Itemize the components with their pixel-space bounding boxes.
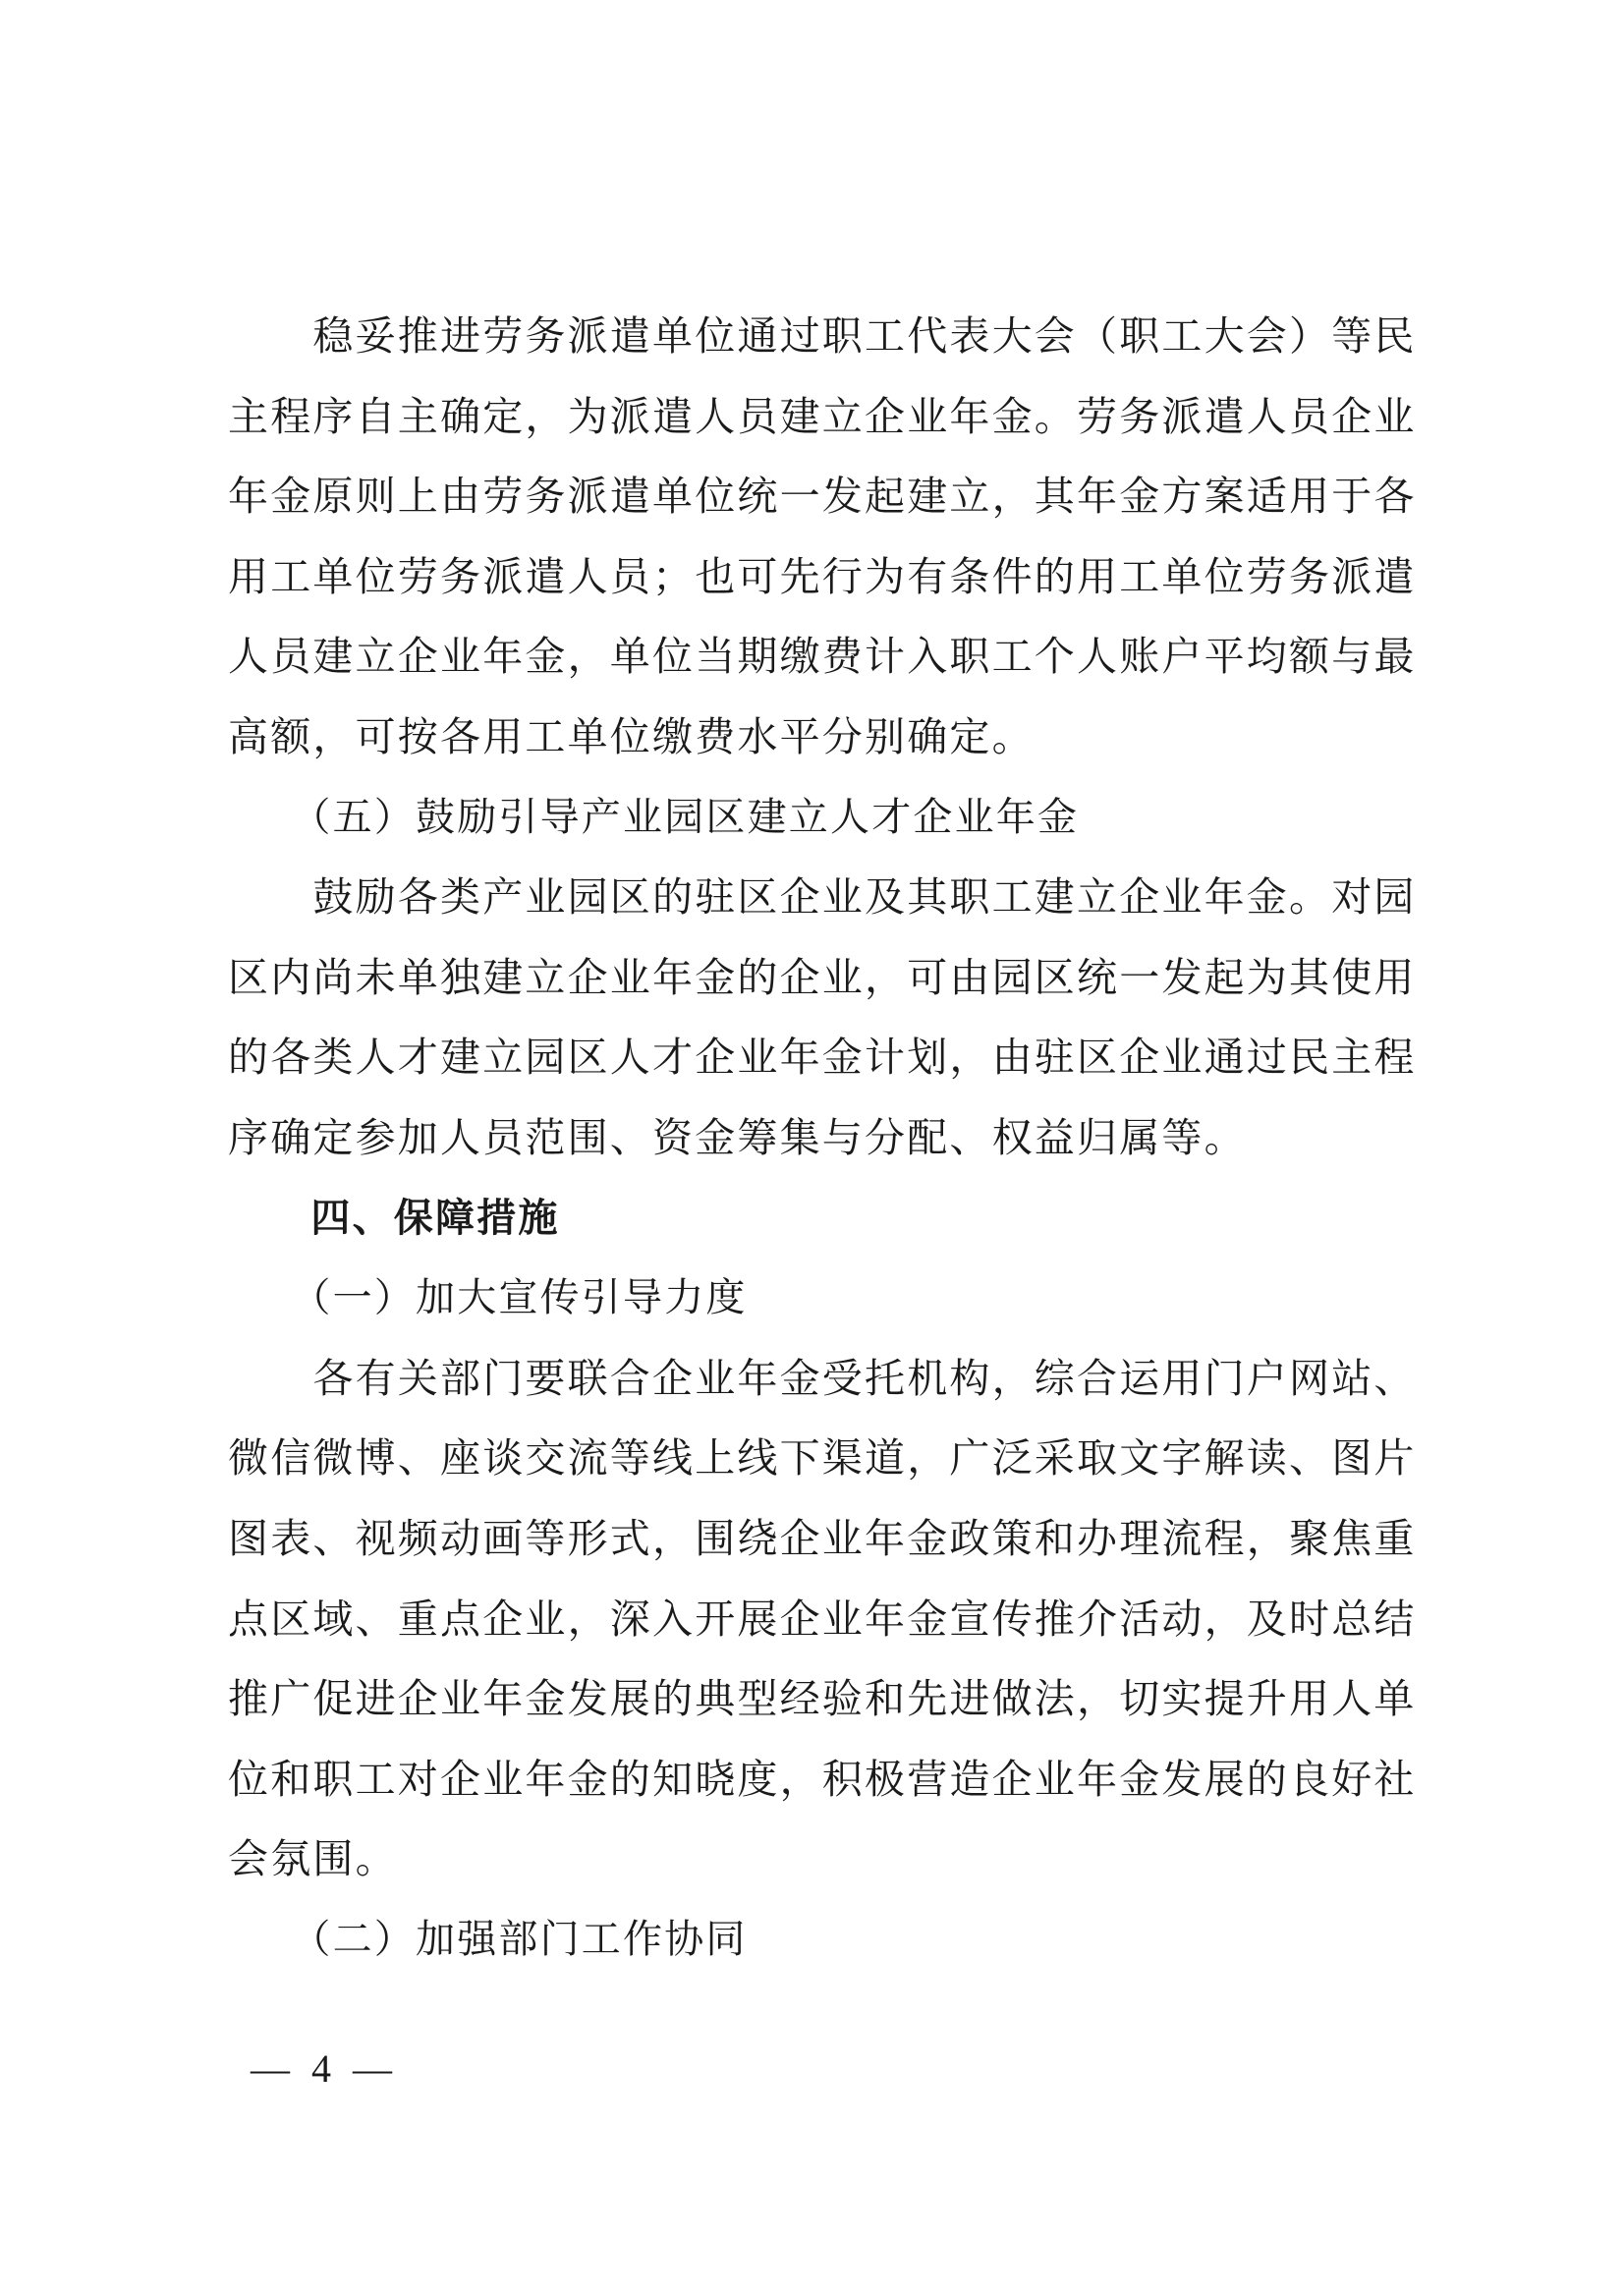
- paragraph-line: 人员建立企业年金，单位当期缴费计入职工个人账户平均额与最: [228, 633, 1417, 681]
- section-heading: 四、保障措施: [228, 1195, 560, 1241]
- paragraph-line: 各有关部门要联合企业年金受托机构，综合运用门户网站、: [228, 1354, 1417, 1402]
- paragraph-line: 微信微博、座谈交流等线上线下渠道，广泛采取文字解读、图片: [228, 1434, 1417, 1483]
- paragraph-line: 位和职工对企业年金的知晓度，积极营造企业年金发展的良好社: [228, 1755, 1417, 1803]
- paragraph-line: 主程序自主确定，为派遣人员建立企业年金。劳务派遣人员企业: [228, 392, 1417, 440]
- subsection-heading: （一）加大宣传引导力度: [228, 1275, 748, 1321]
- paragraph-line: 图表、视频动画等形式，围绕企业年金政策和办理流程，聚焦重: [228, 1514, 1417, 1562]
- paragraph-line: 序确定参加人员范围、资金筹集与分配、权益归属等。: [228, 1113, 1247, 1161]
- paragraph-line: 稳妥推进劳务派遣单位通过职工代表大会（职工大会）等民: [228, 312, 1417, 360]
- paragraph-line: 点区域、重点企业，深入开展企业年金宣传推介活动，及时总结: [228, 1595, 1417, 1643]
- document-body: [228, 297, 1434, 1980]
- paragraph-line: 推广促进企业年金发展的典型经验和先进做法，切实提升用人单: [228, 1675, 1417, 1723]
- paragraph-line: 区内尚未单独建立企业年金的企业，可由园区统一发起为其使用: [228, 953, 1417, 1001]
- paragraph-line: 鼓励各类产业园区的驻区企业及其职工建立企业年金。对园: [228, 873, 1417, 922]
- paragraph-line: 的各类人才建立园区人才企业年金计划，由驻区企业通过民主程: [228, 1034, 1417, 1082]
- paragraph-line: 会氛围。: [228, 1835, 398, 1883]
- paragraph-line: 用工单位劳务派遣人员；也可先行为有条件的用工单位劳务派遣: [228, 552, 1417, 600]
- page-number: — 4 —: [251, 2046, 398, 2091]
- subsection-heading: （二）加强部门工作协同: [228, 1916, 748, 1962]
- paragraph-line: 年金原则上由劳务派遣单位统一发起建立，其年金方案适用于各: [228, 473, 1417, 521]
- paragraph-line: 高额，可按各用工单位缴费水平分别确定。: [228, 712, 1035, 760]
- subsection-heading: （五）鼓励引导产业园区建立人才企业年金: [228, 794, 1080, 840]
